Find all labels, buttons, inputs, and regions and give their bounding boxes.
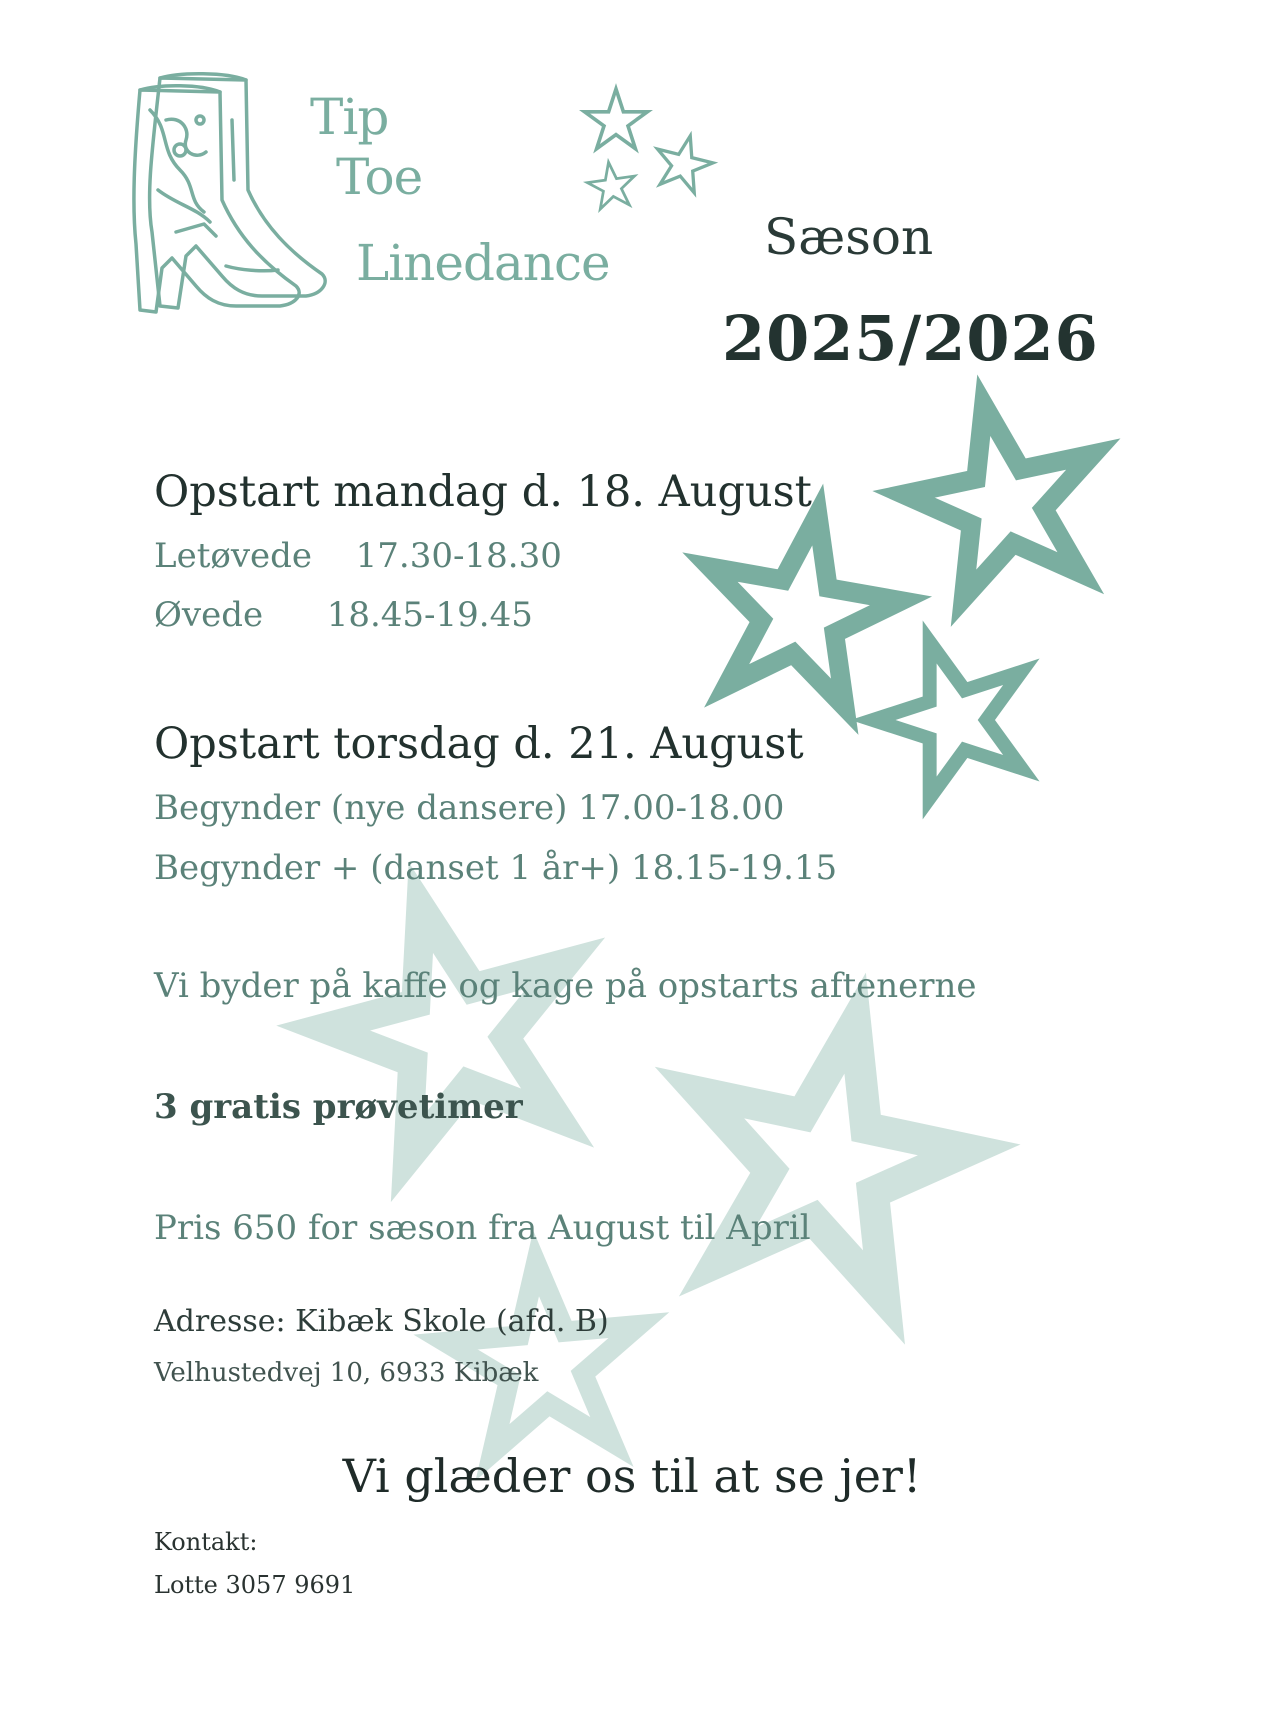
class-name: Øvede bbox=[154, 595, 264, 635]
price-text: Pris 650 for sæson fra August til April bbox=[154, 1208, 811, 1248]
class-time: 17.30-18.30 bbox=[355, 536, 562, 576]
closing-message: Vi glæder os til at se jer! bbox=[342, 1449, 922, 1503]
contact-person: Lotte 3057 9691 bbox=[154, 1571, 356, 1599]
class-ovede bbox=[154, 594, 533, 636]
contact-label: Kontakt: bbox=[154, 1528, 258, 1556]
logo-text-toe: Toe bbox=[336, 148, 423, 206]
class-time: 18.45-19.45 bbox=[326, 595, 533, 635]
class-begynder: Begynder (nye dansere) 17.00-18.00 bbox=[154, 788, 785, 828]
season-label: Sæson bbox=[764, 208, 934, 266]
logo-text-linedance: Linedance bbox=[356, 234, 610, 292]
thursday-heading: Opstart torsdag d. 21. August bbox=[154, 719, 804, 769]
class-letovede bbox=[154, 535, 562, 577]
trial-text: 3 gratis prøvetimer bbox=[154, 1087, 523, 1127]
class-name: Letøvede bbox=[154, 536, 313, 576]
offer-text: Vi byder på kaffe og kage på opstarts aftenerne bbox=[154, 966, 977, 1006]
season-years: 2025/2026 bbox=[722, 302, 1099, 375]
address-label: Adresse: Kibæk Skole (afd. B) bbox=[154, 1304, 609, 1339]
address-street: Velhustedvej 10, 6933 Kibæk bbox=[154, 1358, 539, 1388]
logo-text-tip: Tip bbox=[310, 88, 389, 146]
monday-heading: Opstart mandag d. 18. August bbox=[154, 467, 812, 517]
class-begynder-plus: Begynder + (danset 1 år+) 18.15-19.15 bbox=[154, 848, 838, 888]
